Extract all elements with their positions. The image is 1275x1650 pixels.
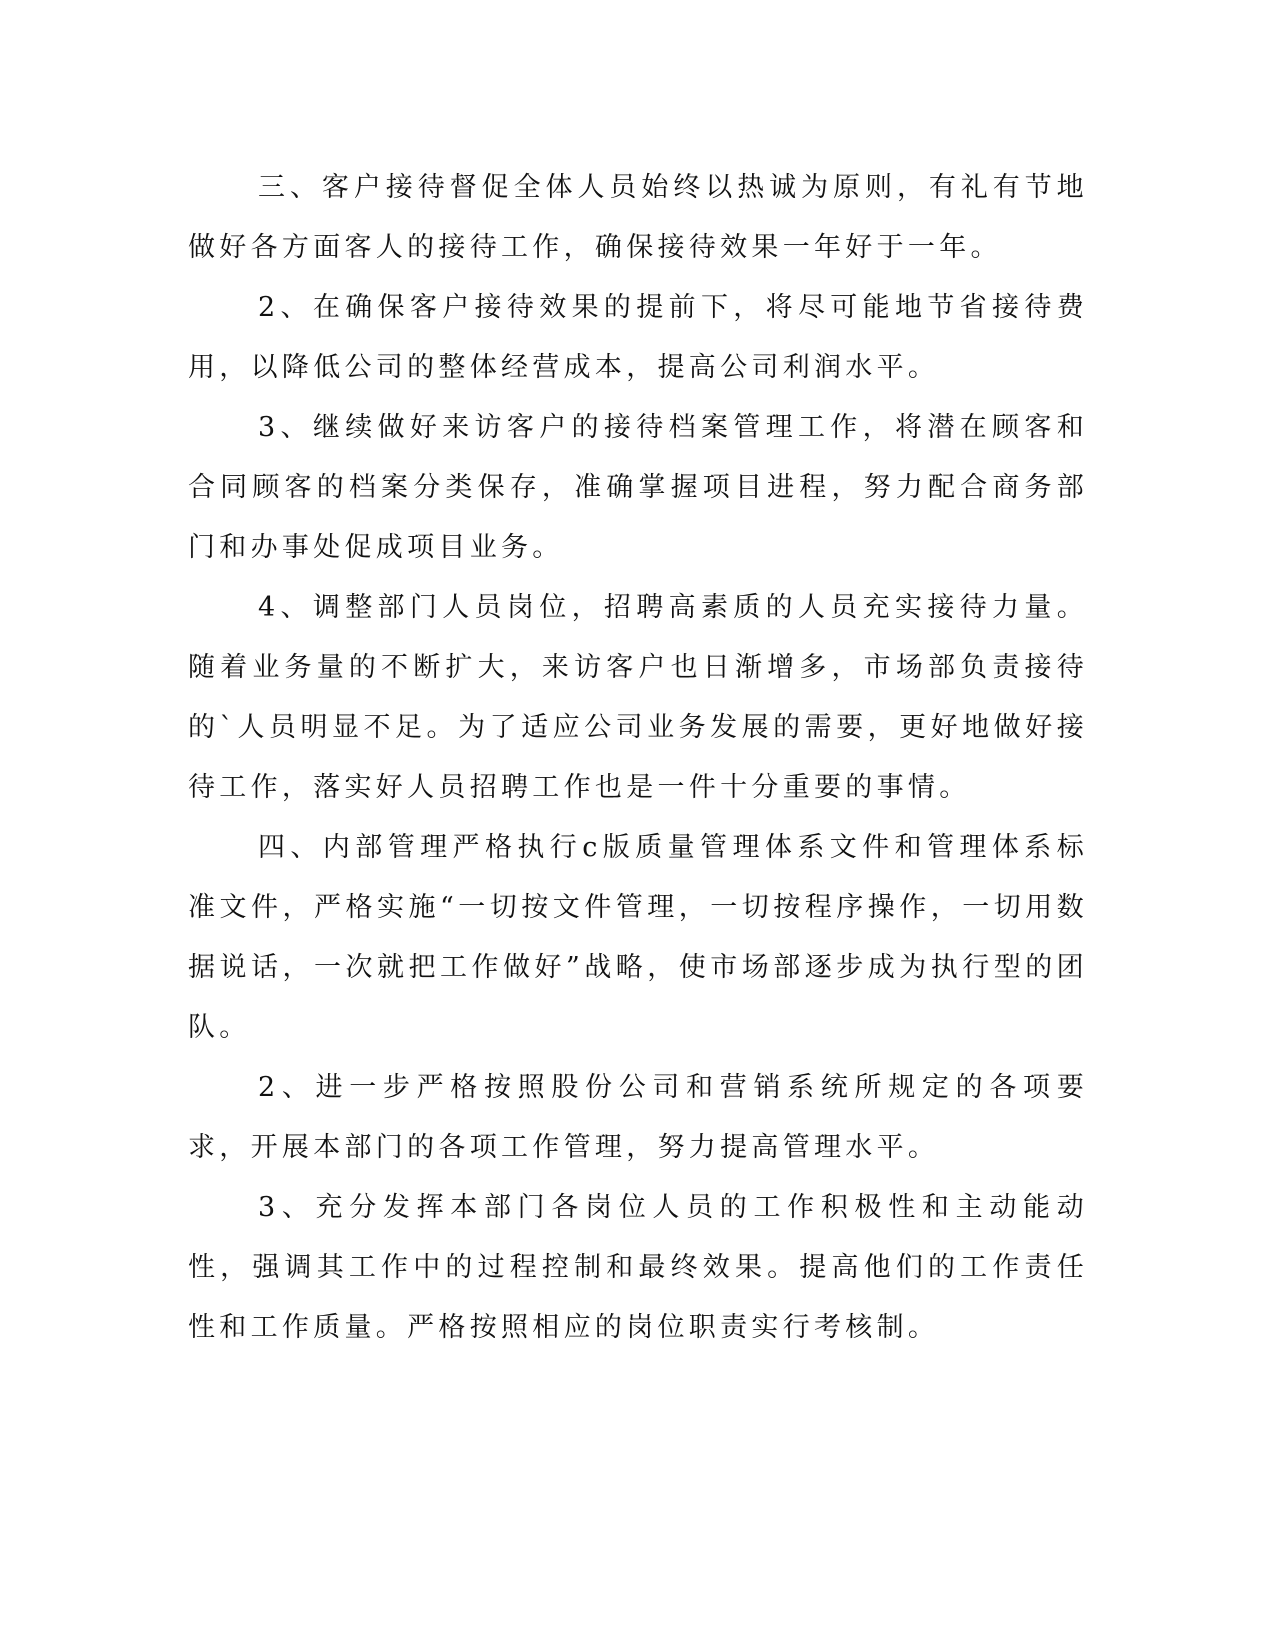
paragraph-2: 2、在确保客户接待效果的提前下，将尽可能地节省接待费用，以降低公司的整体经营成本，提高公司利润水平。	[188, 292, 1088, 383]
paragraph-5: 四、内部管理严格执行c版质量管理体系文件和管理体系标准文件，严格实施“一切按文件管理，一切按程序操作，一切用数据说话，一次就把工作做好”战略，使市场部逐步成为执行型的团队。	[188, 832, 1088, 1043]
paragraph-1: 三、客户接待督促全体人员始终以热诚为原则，有礼有节地做好各方面客人的接待工作，确保接待效果一年好于一年。	[188, 172, 1088, 263]
paragraph-4: 4、调整部门人员岗位，招聘高素质的人员充实接待力量。随着业务量的不断扩大，来访客户也日渐增多，市场部负责接待的`人员明显不足。为了适应公司业务发展的需要，更好地做好接待工作，落实好人员招聘工作也是一件十分重要的事情。	[188, 592, 1088, 803]
document-body	[188, 158, 1088, 1358]
paragraph-3: 3、继续做好来访客户的接待档案管理工作，将潜在顾客和合同顾客的档案分类保存，准确掌握项目进程，努力配合商务部门和办事处促成项目业务。	[188, 412, 1088, 563]
paragraph-7: 3、充分发挥本部门各岗位人员的工作积极性和主动能动性，强调其工作中的过程控制和最终效果。提高他们的工作责任性和工作质量。严格按照相应的岗位职责实行考核制。	[188, 1192, 1088, 1343]
paragraph-6: 2、进一步严格按照股份公司和营销系统所规定的各项要求，开展本部门的各项工作管理，努力提高管理水平。	[188, 1072, 1088, 1163]
